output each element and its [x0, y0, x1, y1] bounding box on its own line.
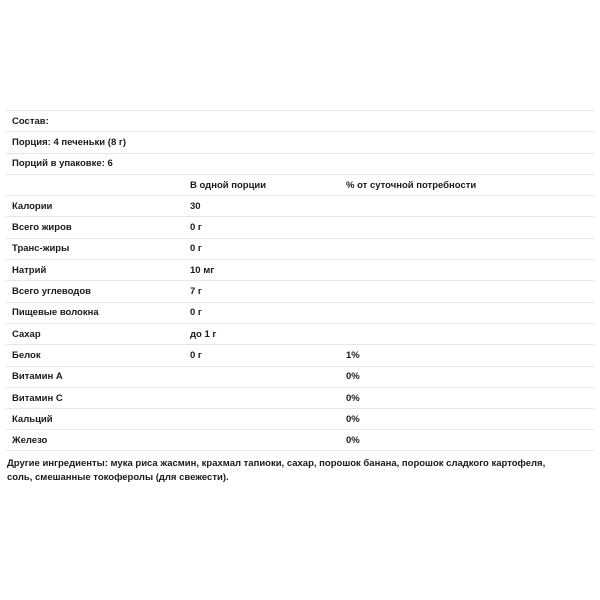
nutrient-name: Железо — [12, 434, 48, 446]
nutrient-daily-value: 1% — [346, 349, 360, 361]
nutrient-row — [6, 280, 594, 301]
nutrient-amount: 0 г — [190, 307, 202, 319]
header-per-serving: В одной порции — [190, 179, 267, 191]
nutrient-name: Сахар — [12, 328, 41, 340]
nutrient-row — [6, 195, 594, 216]
nutrient-name: Всего углеводов — [12, 286, 91, 298]
nutrient-row — [6, 302, 594, 323]
nutrient-name: Витамин C — [12, 392, 63, 404]
nutrient-amount: 0 г — [190, 349, 202, 361]
nutrient-row — [6, 429, 594, 450]
nutrient-amount: 0 г — [190, 243, 202, 255]
nutrient-row — [6, 323, 594, 344]
nutrient-amount: до 1 г — [190, 328, 217, 340]
nutrient-name: Калории — [12, 200, 53, 212]
nutrient-amount: 30 — [190, 200, 201, 212]
nutrient-row — [6, 366, 594, 387]
serving-row — [6, 131, 594, 152]
nutrient-daily-value: 0% — [346, 371, 360, 383]
nutrient-row — [6, 408, 594, 429]
nutrient-daily-value: 0% — [346, 434, 360, 446]
column-header-row — [6, 174, 594, 195]
nutrient-daily-value: 0% — [346, 413, 360, 425]
nutrient-name: Всего жиров — [12, 222, 72, 234]
nutrient-row — [6, 238, 594, 259]
ingredients-text: Другие ингредиенты: мука риса жасмин, крахмал тапиоки, сахар, порошок банана, порошок сладкого картофеля, соль, смешанные токоферолы (для свежести). — [7, 457, 546, 483]
nutrient-amount: 7 г — [190, 286, 202, 298]
nutrient-amount: 0 г — [190, 222, 202, 234]
nutrient-name: Пищевые волокна — [12, 307, 99, 319]
nutrient-row — [6, 216, 594, 237]
nutrient-name: Транс-жиры — [12, 243, 70, 255]
composition-row — [6, 110, 594, 131]
servings-per-pack-row — [6, 153, 594, 174]
nutrition-table — [6, 110, 594, 485]
nutrient-daily-value: 0% — [346, 392, 360, 404]
nutrient-row — [6, 259, 594, 280]
header-daily-value: % от суточной потребности — [346, 179, 477, 191]
serving-size: Порция: 4 печеньки (8 г) — [12, 136, 126, 148]
nutrient-row — [6, 344, 594, 365]
nutrient-amount: 10 мг — [190, 264, 215, 276]
nutrient-name: Белок — [12, 349, 41, 361]
nutrient-name: Витамин A — [12, 371, 63, 383]
nutrient-name: Натрий — [12, 264, 47, 276]
nutrient-name: Кальций — [12, 413, 53, 425]
composition-label: Состав: — [12, 115, 49, 127]
servings-per-pack: Порций в упаковке: 6 — [12, 158, 113, 170]
nutrient-row — [6, 387, 594, 408]
